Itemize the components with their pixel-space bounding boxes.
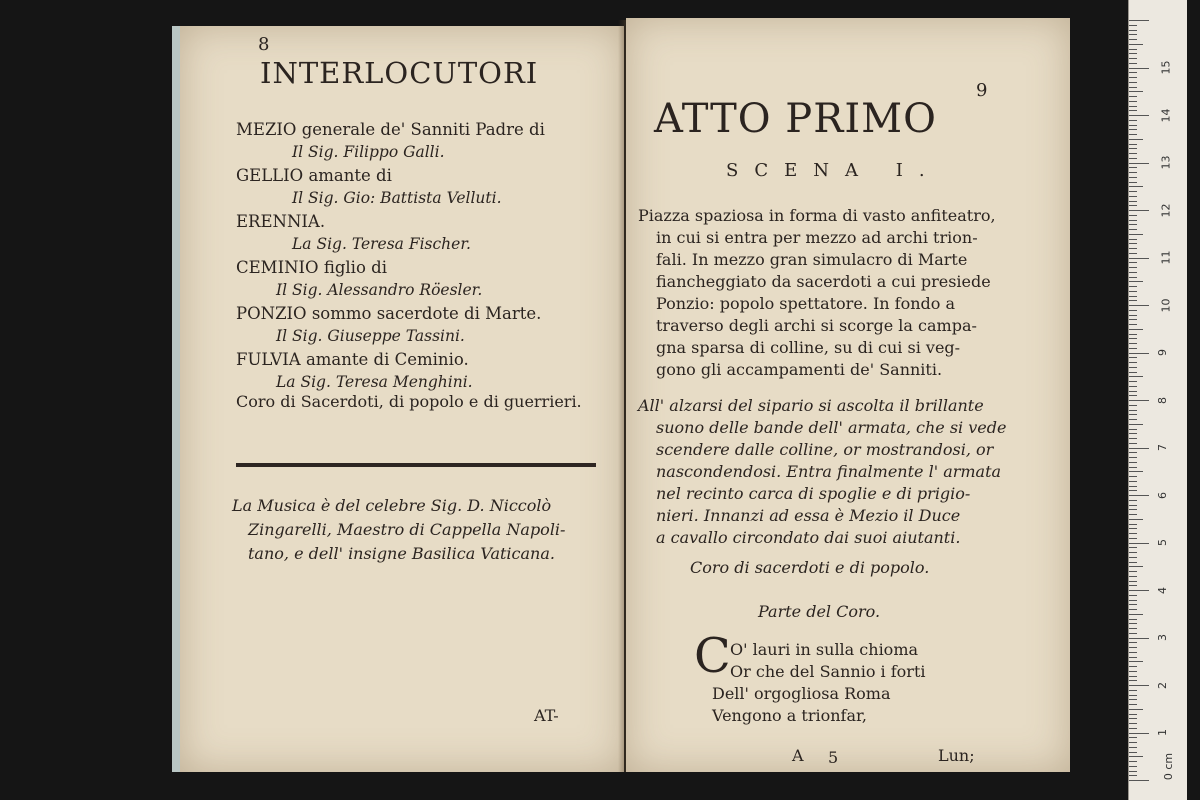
ruler-tick [1129, 604, 1137, 605]
ruler-number: 2 [1156, 682, 1169, 689]
verse-line-3: Dell' orgogliosa Roma [712, 684, 891, 703]
ruler-tick [1129, 395, 1137, 396]
ruler-tick [1129, 699, 1137, 700]
ruler-tick [1129, 110, 1137, 111]
ruler-tick [1129, 91, 1143, 92]
ruler-tick [1129, 68, 1149, 69]
ruler-tick [1129, 619, 1137, 620]
ruler-tick [1129, 182, 1137, 183]
ruler-tick [1129, 509, 1137, 510]
cast-singer-ceminio: Il Sig. Alessandro Röesler. [276, 281, 483, 299]
ruler-tick [1129, 718, 1137, 719]
ruler-tick [1129, 756, 1143, 757]
ruler-tick [1129, 557, 1137, 558]
ruler-tick [1129, 609, 1137, 610]
ruler-tick [1129, 500, 1137, 501]
ruler-tick [1129, 543, 1149, 544]
ruler-tick [1129, 600, 1137, 601]
ruler-tick [1129, 690, 1137, 691]
stage-direction-line-1: All' alzarsi del sipario si ascolta il brillante [638, 396, 984, 415]
ruler-tick [1129, 248, 1137, 249]
ruler-tick [1129, 272, 1137, 273]
ruler-tick [1129, 410, 1137, 411]
ruler-tick [1129, 414, 1137, 415]
right-catchword: Lun; [938, 746, 975, 765]
ruler-number: 1 [1156, 729, 1169, 736]
ruler-tick [1129, 576, 1137, 577]
ruler-tick [1129, 53, 1137, 54]
cast-role-ceminio: CEMINIO figlio di [236, 258, 387, 277]
ruler-tick [1129, 319, 1137, 320]
verse-line-2: Or che del Sannio i forti [730, 662, 926, 681]
ruler-tick [1129, 376, 1143, 377]
ruler-number: 13 [1159, 155, 1173, 170]
ruler-number: 11 [1159, 250, 1173, 265]
ruler-tick [1129, 101, 1137, 102]
ruler-tick [1129, 286, 1137, 287]
ruler-tick [1129, 638, 1149, 639]
ruler-tick [1129, 476, 1137, 477]
left-page-title: INTERLOCUTORI [260, 56, 539, 90]
ruler-tick [1129, 419, 1137, 420]
ruler-tick [1129, 210, 1149, 211]
ruler-tick [1129, 106, 1137, 107]
ruler-tick [1129, 733, 1149, 734]
ruler-tick [1129, 581, 1137, 582]
ruler-tick [1129, 115, 1149, 116]
ruler-tick [1129, 191, 1137, 192]
ruler-number: 15 [1159, 60, 1173, 75]
ruler-number: 7 [1156, 444, 1169, 451]
ruler-tick [1129, 334, 1137, 335]
ruler-tick [1129, 585, 1137, 586]
stage-direction-line-3: scendere dalle colline, or mostrandosi, or [656, 440, 994, 459]
ruler-number: 10 [1159, 298, 1173, 313]
cast-singer-gellio: Il Sig. Gio: Battista Velluti. [292, 189, 502, 207]
ruler-tick [1129, 709, 1143, 710]
ruler-tick [1129, 139, 1143, 140]
ruler-tick [1129, 505, 1137, 506]
ruler-tick [1129, 752, 1137, 753]
stage-direction-line-2: suono delle bande dell' armata, che si vede [656, 418, 1007, 437]
stage-direction-line-7: a cavallo circondato dai suoi aiutanti. [656, 528, 961, 547]
ruler-tick [1129, 704, 1137, 705]
right-page-number: 9 [976, 80, 988, 101]
ruler-tick [1129, 571, 1137, 572]
ruler-tick [1129, 144, 1137, 145]
description-line-4: fiancheggiato da sacerdoti a cui presiede [656, 272, 991, 291]
ruler-tick [1129, 134, 1137, 135]
verse-line-4: Vengono a trionfar, [712, 706, 867, 725]
ruler-tick [1129, 300, 1137, 301]
ruler-number: 8 [1156, 397, 1169, 404]
ruler-tick [1129, 490, 1137, 491]
ruler-tick [1129, 229, 1137, 230]
music-credit-line-3: tano, e dell' insigne Basilica Vaticana. [248, 544, 555, 563]
measurement-ruler [1128, 0, 1187, 800]
ruler-tick [1129, 177, 1137, 178]
ruler-tick [1129, 82, 1137, 83]
ruler-tick [1129, 457, 1137, 458]
ruler-number: 14 [1159, 108, 1173, 123]
ruler-tick [1129, 595, 1137, 596]
ruler-tick [1129, 495, 1149, 496]
ruler-tick [1129, 685, 1149, 686]
ruler-tick [1129, 367, 1137, 368]
description-line-5: Ponzio: popolo spettatore. In fondo a [656, 294, 956, 313]
ruler-tick [1129, 486, 1137, 487]
ruler-tick [1129, 343, 1137, 344]
signature-number: 5 [828, 748, 839, 767]
cast-role-erennia: ERENNIA. [236, 212, 326, 231]
ruler-tick [1129, 153, 1137, 154]
ruler-tick [1129, 590, 1149, 591]
ruler-tick [1129, 391, 1137, 392]
ruler-tick [1129, 281, 1143, 282]
ruler-tick [1129, 761, 1137, 762]
ruler-tick [1129, 429, 1137, 430]
ruler-tick [1129, 661, 1143, 662]
ruler-number: 12 [1159, 203, 1173, 218]
ruler-number: 9 [1156, 349, 1169, 356]
ruler-tick [1129, 329, 1143, 330]
ruler-tick [1129, 462, 1137, 463]
ruler-tick [1129, 433, 1137, 434]
verse-line-1: O' lauri in sulla chioma [730, 640, 919, 659]
ruler-tick [1129, 676, 1137, 677]
ruler-tick [1129, 310, 1137, 311]
cast-role-ponzio: PONZIO sommo sacerdote di Marte. [236, 304, 542, 323]
ruler-tick [1129, 448, 1149, 449]
ruler-unit-label: 0 cm [1162, 752, 1176, 781]
ruler-tick [1129, 338, 1137, 339]
stage-direction-line-5: nel recinto carca di spoglie e di prigio- [656, 484, 971, 503]
ruler-tick [1129, 362, 1137, 363]
ruler-tick [1129, 386, 1137, 387]
music-credit-line-2: Zingarelli, Maestro di Cappella Napoli- [248, 520, 566, 539]
ruler-tick [1129, 158, 1137, 159]
left-catchword: AT- [534, 706, 559, 725]
ruler-tick [1129, 728, 1137, 729]
ruler-tick [1129, 186, 1143, 187]
scene-heading: SCENA I. [726, 160, 941, 181]
ruler-tick [1129, 167, 1137, 168]
cast-role-mezio: MEZIO generale de' Sanniti Padre di [236, 120, 545, 139]
ruler-tick [1129, 552, 1137, 553]
ruler-tick [1129, 723, 1137, 724]
ruler-tick [1129, 353, 1149, 354]
ruler-tick [1129, 714, 1137, 715]
cast-role-gellio: GELLIO amante di [236, 166, 392, 185]
ruler-tick [1129, 780, 1149, 781]
ruler-tick [1129, 771, 1137, 772]
ruler-tick [1129, 58, 1137, 59]
ruler-tick [1129, 30, 1137, 31]
ruler-tick [1129, 291, 1137, 292]
ruler-tick [1129, 471, 1143, 472]
ruler-tick [1129, 562, 1137, 563]
coro-heading: Coro di sacerdoti e di popolo. [690, 558, 930, 577]
ruler-tick [1129, 277, 1137, 278]
ruler-tick [1129, 224, 1137, 225]
cast-singer-mezio: Il Sig. Filippo Galli. [292, 143, 445, 161]
ruler-tick [1129, 243, 1137, 244]
ruler-tick [1129, 20, 1149, 21]
ruler-number: 6 [1156, 492, 1169, 499]
ruler-tick [1129, 566, 1143, 567]
ruler-tick [1129, 125, 1137, 126]
ruler-tick [1129, 481, 1137, 482]
ruler-tick [1129, 305, 1149, 306]
music-credit-line-1: La Musica è del celebre Sig. D. Niccolò [232, 496, 552, 515]
right-page [626, 18, 1070, 772]
ruler-tick [1129, 296, 1137, 297]
stage-direction-line-6: nieri. Innanzi ad essa è Mezio il Duce [656, 506, 961, 525]
ruler-tick [1129, 652, 1137, 653]
ruler-tick [1129, 614, 1143, 615]
ruler-tick [1129, 533, 1137, 534]
cast-singer-fulvia: La Sig. Teresa Menghini. [276, 373, 473, 391]
ruler-tick [1129, 467, 1137, 468]
ruler-tick [1129, 348, 1137, 349]
ruler-tick [1129, 172, 1137, 173]
ruler-tick [1129, 324, 1137, 325]
ruler-number: 3 [1156, 634, 1169, 641]
ruler-tick [1129, 205, 1137, 206]
description-line-8: gono gli accampamenti de' Sanniti. [656, 360, 943, 379]
ruler-tick [1129, 671, 1137, 672]
ruler-tick [1129, 452, 1137, 453]
ruler-tick [1129, 39, 1137, 40]
cast-singer-erennia: La Sig. Teresa Fischer. [292, 235, 471, 253]
signature-mark: A [792, 746, 804, 765]
ruler-tick [1129, 96, 1137, 97]
ruler-tick [1129, 695, 1137, 696]
ruler-tick [1129, 148, 1137, 149]
parte-heading: Parte del Coro. [758, 602, 881, 621]
ruler-tick [1129, 220, 1137, 221]
ruler-tick [1129, 239, 1137, 240]
ruler-tick [1129, 262, 1137, 263]
ruler-tick [1129, 737, 1137, 738]
description-line-6: traverso degli archi si scorge la campa- [656, 316, 977, 335]
description-line-1: Piazza spaziosa in forma di vasto anfiteatro, [638, 206, 996, 225]
ruler-tick [1129, 234, 1143, 235]
ruler-tick [1129, 666, 1137, 667]
ruler-tick [1129, 405, 1137, 406]
ruler-tick [1129, 742, 1137, 743]
ruler-tick [1129, 680, 1137, 681]
cast-singer-ponzio: Il Sig. Giuseppe Tassini. [276, 327, 465, 345]
ruler-tick [1129, 642, 1137, 643]
ruler-tick [1129, 201, 1137, 202]
ruler-number: 4 [1156, 587, 1169, 594]
ruler-tick [1129, 657, 1137, 658]
ruler-tick [1129, 87, 1137, 88]
ruler-tick [1129, 357, 1137, 358]
ruler-tick [1129, 519, 1143, 520]
ruler-number: 5 [1156, 539, 1169, 546]
ruler-tick [1129, 253, 1137, 254]
ruler-tick [1129, 775, 1137, 776]
ruler-tick [1129, 72, 1137, 73]
drop-cap: C [694, 628, 731, 684]
ruler-tick [1129, 34, 1137, 35]
act-title: ATTO PRIMO [654, 96, 937, 142]
left-page [172, 26, 624, 772]
ruler-tick [1129, 196, 1137, 197]
ruler-tick [1129, 400, 1149, 401]
ruler-tick [1129, 443, 1137, 444]
ruler-tick [1129, 528, 1137, 529]
ruler-tick [1129, 63, 1137, 64]
ruler-tick [1129, 372, 1137, 373]
ruler-tick [1129, 163, 1149, 164]
cast-role-fulvia: FULVIA amante di Ceminio. [236, 350, 469, 369]
ruler-tick [1129, 623, 1137, 624]
ruler-tick [1129, 647, 1137, 648]
ruler-tick [1129, 258, 1149, 259]
ruler-tick [1129, 49, 1137, 50]
ruler-tick [1129, 267, 1137, 268]
ruler-tick [1129, 524, 1137, 525]
ruler-tick [1129, 628, 1137, 629]
description-line-7: gna sparsa di colline, su di cui si veg- [656, 338, 961, 357]
description-line-2: in cui si entra per mezzo ad archi trion- [656, 228, 978, 247]
ruler-tick [1129, 77, 1137, 78]
ruler-tick [1129, 747, 1137, 748]
ruler-tick [1129, 424, 1143, 425]
decorative-rule [236, 463, 596, 467]
stage-direction-line-4: nascondendosi. Entra finalmente l' armata [656, 462, 1002, 481]
ruler-tick [1129, 129, 1137, 130]
ruler-tick [1129, 120, 1137, 121]
ruler-tick [1129, 44, 1143, 45]
ruler-tick [1129, 766, 1137, 767]
ruler-tick [1129, 547, 1137, 548]
ruler-tick [1129, 381, 1137, 382]
ruler-tick [1129, 538, 1137, 539]
ruler-tick [1129, 215, 1137, 216]
ruler-tick [1129, 315, 1137, 316]
ruler-tick [1129, 633, 1137, 634]
ruler-tick [1129, 514, 1137, 515]
left-page-number: 8 [258, 34, 270, 55]
ruler-tick [1129, 438, 1137, 439]
description-line-3: fali. In mezzo gran simulacro di Marte [656, 250, 968, 269]
chorus-line: Coro di Sacerdoti, di popolo e di guerrieri. [236, 392, 582, 411]
ruler-tick [1129, 25, 1137, 26]
